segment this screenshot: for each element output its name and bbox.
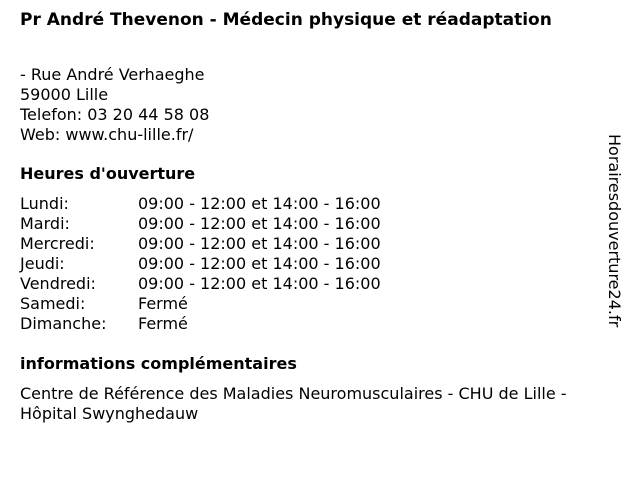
day-hours: 09:00 - 12:00 et 14:00 - 16:00 (138, 254, 381, 273)
address-block (20, 65, 209, 145)
additional-info-text: Centre de Référence des Maladies Neuromusculaires - CHU de Lille - Hôpital Swynghedauw (20, 384, 567, 423)
day-hours: 09:00 - 12:00 et 14:00 - 16:00 (138, 234, 381, 253)
site-watermark: Horairesdouverture24.fr (605, 134, 624, 328)
hours-row-friday (20, 274, 381, 294)
hours-row-monday (20, 194, 381, 214)
hours-row-saturday (20, 294, 381, 314)
day-hours: Fermé (138, 294, 188, 313)
hours-row-thursday (20, 254, 381, 274)
day-label: Mercredi: (20, 234, 95, 253)
opening-hours-heading: Heures d'ouverture (20, 164, 196, 183)
web-label: Web: (20, 125, 61, 144)
phone-line (20, 105, 209, 125)
day-hours: 09:00 - 12:00 et 14:00 - 16:00 (138, 214, 381, 233)
opening-hours-table (20, 194, 381, 334)
additional-info-heading: informations complémentaires (20, 354, 297, 373)
page-title: Pr André Thevenon - Médecin physique et réadaptation (20, 10, 552, 30)
day-label: Dimanche: (20, 314, 107, 333)
phone-label: Telefon: (20, 105, 83, 124)
day-hours: 09:00 - 12:00 et 14:00 - 16:00 (138, 274, 381, 293)
hours-row-sunday (20, 314, 381, 334)
day-hours: 09:00 - 12:00 et 14:00 - 16:00 (138, 194, 381, 213)
phone-number[interactable]: 03 20 44 58 08 (87, 105, 210, 124)
city-postcode: 59000 Lille (20, 85, 109, 104)
day-label: Samedi: (20, 294, 86, 313)
day-label: Lundi: (20, 194, 69, 213)
day-label: Vendredi: (20, 274, 96, 293)
web-line (20, 125, 209, 145)
day-hours: Fermé (138, 314, 188, 333)
hours-row-tuesday (20, 214, 381, 234)
day-label: Mardi: (20, 214, 70, 233)
street-address: - Rue André Verhaeghe (20, 65, 205, 84)
day-label: Jeudi: (20, 254, 65, 273)
website-link[interactable]: www.chu-lille.fr/ (65, 125, 194, 144)
hours-row-wednesday (20, 234, 381, 254)
